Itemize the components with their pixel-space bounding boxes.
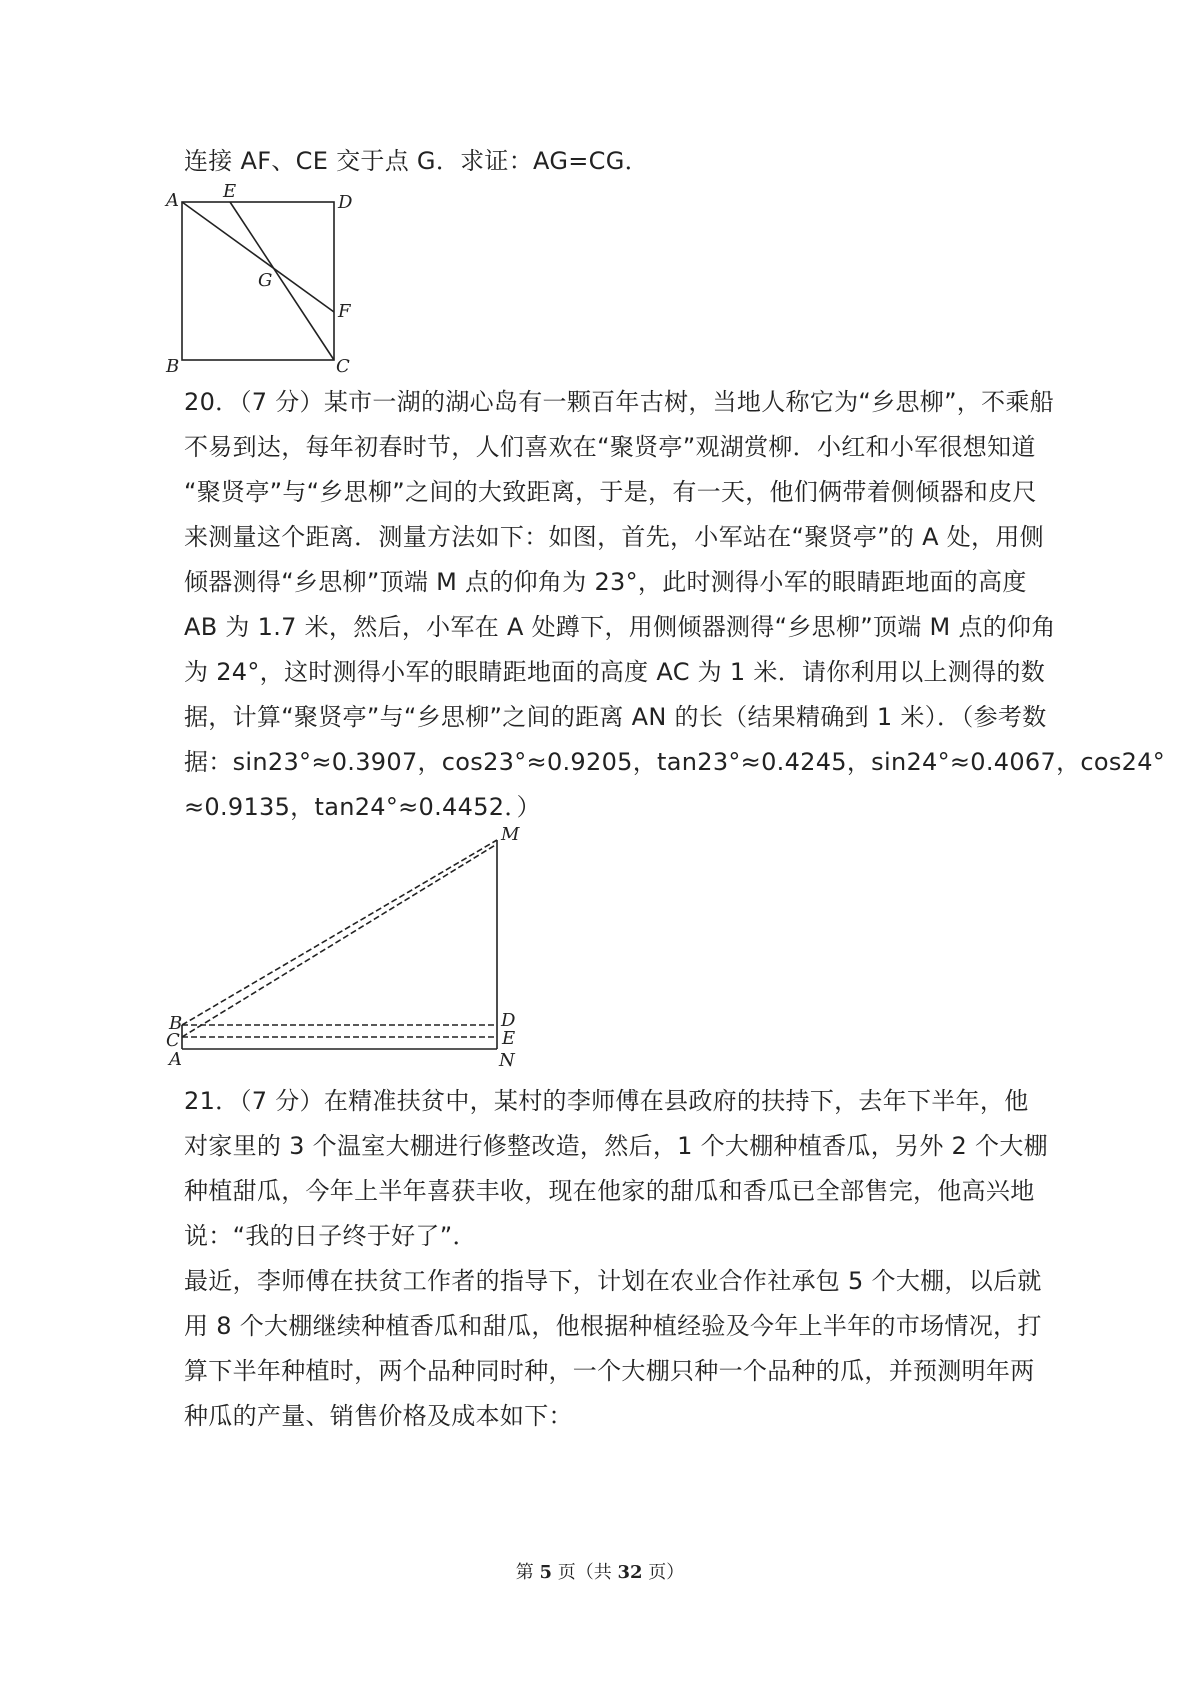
q20-line: AB 为 1.7 米，然后，小军在 A 处蹲下，用侧倾器测得“乡思柳”顶端 M 点的仰角 [184, 613, 1056, 641]
footer-suffix: 页） [642, 1562, 685, 1583]
label-A: A [166, 190, 179, 211]
q19-conclusion: 连接 AF、CE 交于点 G．求证：AG=CG． [184, 147, 649, 175]
q20-line: 据：sin23°≈0.3907，cos23°≈0.9205，tan23°≈0.4245，sin24°≈0.4067，cos24° [184, 748, 1166, 776]
footer-total-pages: 32 [617, 1562, 643, 1583]
q21-line: 对家里的 3 个温室大棚进行修整改造，然后，1 个大棚种植香瓜，另外 2 个大棚 [184, 1132, 1048, 1160]
label-M: M [501, 824, 520, 845]
q21-line: 21．（7 分）在精准扶贫中，某村的李师傅在县政府的扶持下，去年下半年，他 [184, 1087, 1029, 1115]
q20-line: ≈0.9135，tan24°≈0.4452．） [184, 793, 541, 821]
label-E: E [223, 181, 237, 202]
label-B: B [169, 1013, 183, 1034]
q21-line: 最近，李师傅在扶贫工作者的指导下，计划在农业合作社承包 5 个大棚，以后就 [184, 1267, 1042, 1295]
label-N: N [499, 1050, 515, 1071]
q21-line: 用 8 个大棚继续种植香瓜和甜瓜，他根据种植经验及今年上半年的市场情况，打 [184, 1312, 1042, 1340]
label-E: E [502, 1028, 516, 1049]
label-B: B [166, 356, 180, 377]
q21-line: 种植甜瓜，今年上半年喜获丰收，现在他家的甜瓜和香瓜已全部售完，他高兴地 [184, 1177, 1035, 1205]
q20-line: “聚贤亭”与“乡思柳”之间的大致距离，于是，有一天，他们俩带着侧倾器和皮尺 [184, 478, 1037, 506]
q20-line: 20．（7 分）某市一湖的湖心岛有一颗百年古树，当地人称它为“乡思柳”，不乘船 [184, 388, 1055, 416]
q20-line: 来测量这个距离．测量方法如下：如图，首先，小军站在“聚贤亭”的 A 处，用侧 [184, 523, 1044, 551]
q20-line: 为 24°，这时测得小军的眼睛距地面的高度 AC 为 1 米．请你利用以上测得的数 [184, 658, 1046, 686]
label-G: G [258, 270, 273, 291]
label-F: F [338, 301, 351, 322]
label-A: A [169, 1049, 182, 1070]
q20-line: 倾器测得“乡思柳”顶端 M 点的仰角为 23°，此时测得小军的眼睛距地面的高度 [184, 568, 1027, 596]
footer-middle: 页（共 [552, 1562, 618, 1583]
q21-line: 说：“我的日子终于好了”． [184, 1222, 477, 1250]
square-figure [160, 180, 370, 380]
q20-line: 不易到达，每年初春时节，人们喜欢在“聚贤亭”观湖赏柳．小红和小军很想知道 [184, 433, 1036, 461]
label-D: D [501, 1010, 516, 1031]
page-footer [0, 1558, 1200, 1584]
footer-page-number: 5 [539, 1562, 552, 1583]
label-C: C [336, 356, 350, 377]
q21-line: 算下半年种植时，两个品种同时种，一个大棚只种一个品种的瓜，并预测明年两 [184, 1357, 1035, 1385]
footer-prefix: 第 [515, 1562, 540, 1583]
q21-line: 种瓜的产量、销售价格及成本如下： [184, 1402, 573, 1430]
measurement-figure [160, 825, 560, 1075]
label-C: C [166, 1030, 180, 1051]
q20-line: 据，计算“聚贤亭”与“乡思柳”之间的距离 AN 的长（结果精确到 1 米）．（参考数 [184, 703, 1047, 731]
label-D: D [338, 192, 353, 213]
